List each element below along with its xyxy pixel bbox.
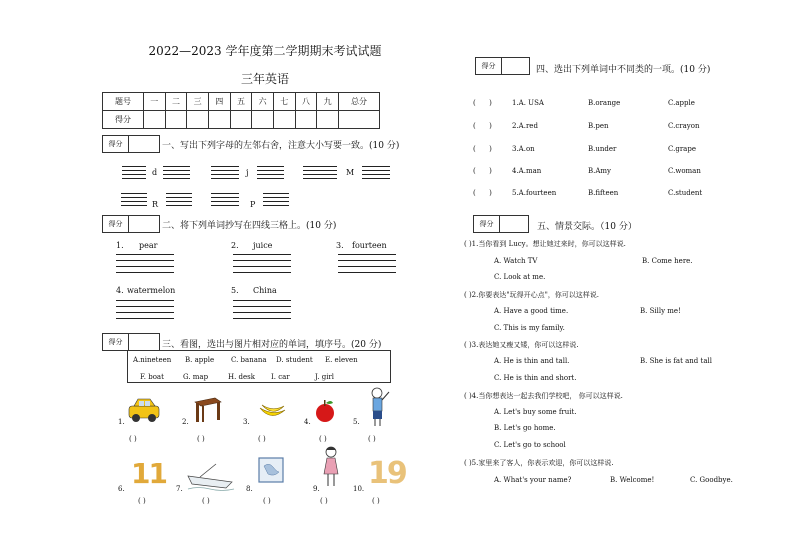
answer-blank[interactable]: ( ) <box>473 145 492 153</box>
answer-blank[interactable]: ( ) <box>258 435 266 443</box>
option-c: C.grape <box>668 145 696 153</box>
option-b: B. She is fat and tall <box>640 357 712 365</box>
picture-number: 7. <box>176 485 183 493</box>
score-box-label: 得分 <box>476 58 502 74</box>
score-cell: 题号 <box>103 93 144 111</box>
picture-number: 9. <box>313 485 320 493</box>
option-c: C. He is thin and short. <box>494 374 577 382</box>
word-option: J. girl <box>315 373 335 381</box>
picture-number: 1. <box>118 418 125 426</box>
car-picture <box>127 396 161 424</box>
option-a: A. What's your name? <box>494 476 572 484</box>
option-a: A. Watch TV <box>494 257 538 265</box>
option-c: C. Look at me. <box>494 273 546 281</box>
score-input-cell[interactable] <box>165 111 187 129</box>
picture-number: 3. <box>243 418 250 426</box>
answer-blank[interactable]: ( ) <box>138 497 146 505</box>
copy-word: fourteen <box>352 241 387 250</box>
page-subtitle: 三年英语 <box>240 72 289 86</box>
option-a: 1.A. USA <box>512 99 544 107</box>
letter-prompt: d <box>152 168 158 177</box>
option-c: C.apple <box>668 99 695 107</box>
option-c: C. This is my family. <box>494 324 565 332</box>
answer-blank[interactable]: ( ) <box>319 435 327 443</box>
copy-lines[interactable] <box>233 300 291 326</box>
four-line-grid[interactable] <box>303 166 337 180</box>
copy-word: watermelon <box>127 286 176 295</box>
option-a: 5.A.fourteen <box>512 189 557 197</box>
letter-prompt: j <box>246 168 249 177</box>
copy-lines[interactable] <box>116 300 174 326</box>
score-box-label: 得分 <box>103 334 129 350</box>
four-line-grid[interactable] <box>362 166 390 180</box>
option-b: B.orange <box>588 99 621 107</box>
score-cell: 得分 <box>103 111 144 129</box>
dialogue-question: ( )4.当你想表达一起去我们学校吧， 你可以这样说. <box>464 392 623 400</box>
answer-blank[interactable]: ( ) <box>473 99 492 107</box>
word-option: F. boat <box>140 373 164 381</box>
score-cell: 三 <box>187 93 209 111</box>
score-cell: 一 <box>143 93 165 111</box>
page-title: 2022—2023 学年度第二学期期末考试试题 <box>148 44 382 58</box>
option-a: A. Have a good time. <box>494 307 569 315</box>
option-c: C.crayon <box>668 122 700 130</box>
score-input-cell[interactable] <box>252 111 274 129</box>
word-option: A.nineteen <box>133 356 172 364</box>
copy-lines[interactable] <box>233 254 291 280</box>
answer-blank[interactable]: ( ) <box>473 122 492 130</box>
copy-lines[interactable] <box>116 254 174 280</box>
girl-picture <box>319 444 343 492</box>
option-b: B.fifteen <box>588 189 619 197</box>
word-number: 2. <box>231 241 239 250</box>
letter-prompt: M <box>346 168 355 177</box>
score-cell: 总分 <box>338 93 379 111</box>
answer-blank[interactable]: ( ) <box>202 497 210 505</box>
answer-blank[interactable]: ( ) <box>263 497 271 505</box>
answer-blank[interactable]: ( ) <box>129 435 137 443</box>
picture-number: 5. <box>353 418 360 426</box>
copy-word: pear <box>139 241 158 250</box>
score-input-cell[interactable] <box>208 111 230 129</box>
score-box-label: 得分 <box>103 216 129 232</box>
section2-heading: 二、将下列单词抄写在四线三格上。(10 分) <box>162 221 337 231</box>
dialogue-question: ( )1.当你看到 Lucy。想让她过来时，你可以这样说. <box>464 240 626 248</box>
four-line-grid[interactable] <box>166 193 192 207</box>
score-box-label: 得分 <box>474 216 500 232</box>
score-cell: 八 <box>295 93 317 111</box>
word-option: C. banana <box>231 356 267 364</box>
score-cell: 五 <box>230 93 252 111</box>
answer-blank[interactable]: ( ) <box>197 435 205 443</box>
eleven-picture: 11 <box>131 457 166 490</box>
dialogue-question: ( )2.你要表达"玩得开心点"，你可以这样说. <box>464 291 600 299</box>
option-b: B. Welcome! <box>610 476 655 484</box>
answer-blank[interactable]: ( ) <box>320 497 328 505</box>
picture-number: 4. <box>304 418 311 426</box>
four-line-grid[interactable] <box>211 166 239 180</box>
student-picture <box>364 386 392 428</box>
word-option: I. car <box>271 373 290 381</box>
option-c: C.student <box>668 189 703 197</box>
word-option: B. apple <box>185 356 215 364</box>
score-input-cell[interactable] <box>273 111 295 129</box>
option-a: 3.A.on <box>512 145 535 153</box>
boat-picture <box>186 462 236 492</box>
four-line-grid[interactable] <box>122 166 146 180</box>
word-bank <box>127 350 391 383</box>
four-line-grid[interactable] <box>211 193 239 207</box>
score-cell: 七 <box>273 93 295 111</box>
word-option: G. map <box>183 373 209 381</box>
score-input-cell[interactable] <box>187 111 209 129</box>
four-line-grid[interactable] <box>257 166 284 180</box>
score-cell: 六 <box>252 93 274 111</box>
dialogue-question: ( )5.家里来了客人，你表示欢迎，你可以这样说. <box>464 459 614 467</box>
option-c: C.woman <box>668 167 701 175</box>
score-cell: 二 <box>165 93 187 111</box>
copy-word: China <box>253 286 277 295</box>
option-b: B. Silly me! <box>640 307 681 315</box>
word-number: 5. <box>231 286 239 295</box>
banana-picture <box>257 402 287 422</box>
word-option: E. eleven <box>325 356 358 364</box>
four-line-grid[interactable] <box>263 193 289 207</box>
section2-score-box[interactable] <box>102 215 160 233</box>
section1-score-box[interactable] <box>102 135 160 153</box>
option-c: C. Goodbye. <box>690 476 733 484</box>
section3-score-box[interactable] <box>102 333 160 351</box>
score-box-label: 得分 <box>103 136 129 152</box>
section4-heading: 四、选出下列单词中不同类的一项。(10 分) <box>536 65 711 75</box>
letter-prompt: P <box>250 200 256 209</box>
four-line-grid[interactable] <box>121 193 147 207</box>
score-table-header-row <box>103 93 380 111</box>
option-b: B. Let's go home. <box>494 424 556 432</box>
section1-heading: 一、写出下列字母的左邻右舍，注意大小写要一致。(10 分) <box>162 141 400 151</box>
answer-blank[interactable]: ( ) <box>473 167 492 175</box>
map-picture <box>257 456 285 484</box>
score-input-cell[interactable] <box>338 111 379 129</box>
option-b: B.pen <box>588 122 609 130</box>
score-table-score-row <box>103 111 380 129</box>
dialogue-question: ( )3.表达她又瘦又矮，你可以这样说. <box>464 341 579 349</box>
picture-number: 6. <box>118 485 125 493</box>
copy-word: juice <box>253 241 273 250</box>
word-number: 1. <box>116 241 124 250</box>
answer-blank[interactable]: ( ) <box>368 435 376 443</box>
score-cell: 四 <box>208 93 230 111</box>
option-b: B.Amy <box>588 167 612 175</box>
word-number: 4. <box>116 286 124 295</box>
section4-score-box[interactable] <box>475 57 530 75</box>
answer-blank[interactable]: ( ) <box>473 189 492 197</box>
section3-heading: 三、看图，选出与图片相对应的单词，填序号。(20 分) <box>162 340 382 350</box>
score-cell: 九 <box>317 93 339 111</box>
letter-prompt: R <box>152 200 159 209</box>
picture-number: 8. <box>246 485 253 493</box>
score-input-cell[interactable] <box>295 111 317 129</box>
four-line-grid[interactable] <box>163 166 190 180</box>
section5-heading: 五、情景交际。（10 分） <box>537 222 637 232</box>
score-table <box>102 92 380 129</box>
section5-score-box[interactable] <box>473 215 529 233</box>
word-number: 3. <box>336 241 344 250</box>
score-input-cell[interactable] <box>143 111 165 129</box>
nineteen-picture: 19 <box>368 456 406 491</box>
desk-picture <box>193 394 223 424</box>
option-c: C. Let's go to school <box>494 441 566 449</box>
option-a: A. Let's buy some fruit. <box>494 408 577 416</box>
word-option: D. student <box>276 356 313 364</box>
score-input-cell[interactable] <box>230 111 252 129</box>
option-a: 2.A.red <box>512 122 538 130</box>
option-b: B.under <box>588 145 617 153</box>
copy-lines[interactable] <box>338 254 396 280</box>
picture-number: 2. <box>182 418 189 426</box>
answer-blank[interactable]: ( ) <box>372 497 380 505</box>
apple-picture <box>314 398 336 424</box>
picture-number: 10. <box>353 485 365 493</box>
word-option: H. desk <box>228 373 256 381</box>
option-a: A. He is thin and tall. <box>494 357 570 365</box>
option-a: 4.A.man <box>512 167 542 175</box>
score-input-cell[interactable] <box>317 111 339 129</box>
option-b: B. Come here. <box>642 257 693 265</box>
